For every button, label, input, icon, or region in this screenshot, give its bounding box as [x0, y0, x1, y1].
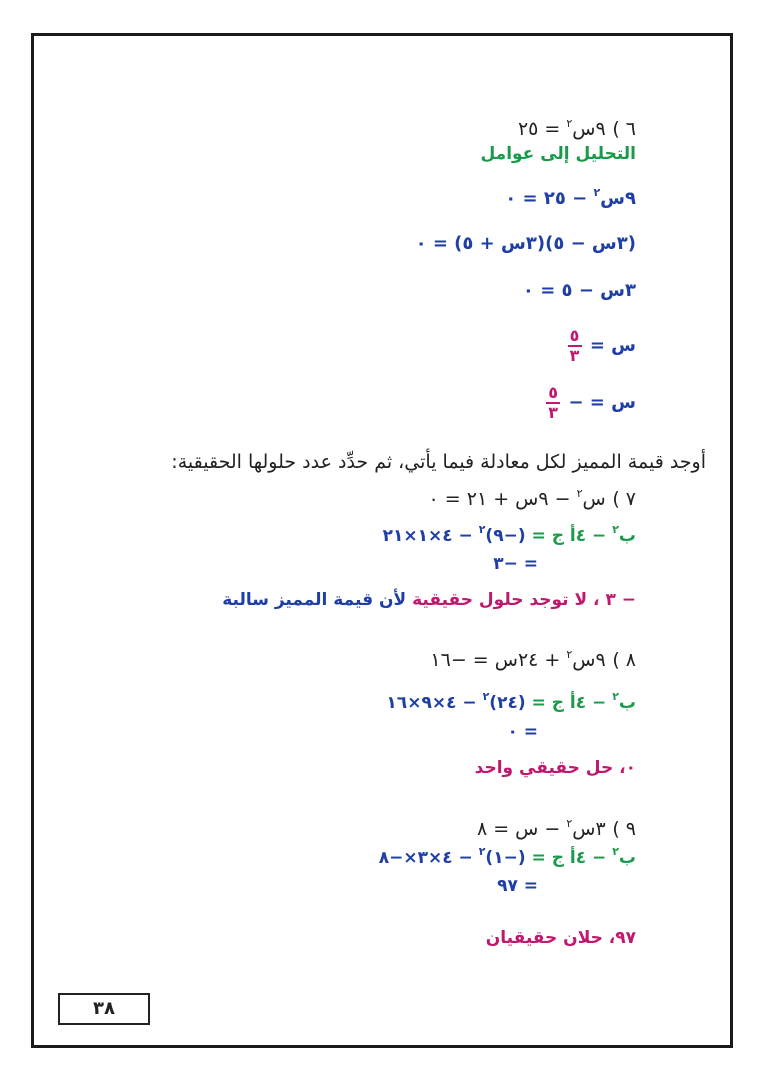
equation-lhs: ٩س	[572, 649, 606, 671]
problem-number: ٦ )	[612, 118, 636, 140]
exponent: ٢	[612, 845, 619, 858]
conclusion: ٠، حل حقيقي واحد	[474, 758, 636, 778]
substitution-rest: − ٤×٣×−٨	[378, 848, 479, 868]
exponent: ٢	[566, 117, 573, 130]
exponent: ٢	[566, 648, 573, 661]
problem-6-equation	[517, 117, 636, 140]
exponent: ٢	[566, 817, 573, 830]
discriminant-value: = ٩٧	[497, 876, 538, 896]
equation-rhs: = ٢٥	[517, 118, 567, 140]
instruction-text: أوجد قيمة المميز لكل معادلة فيما يأتي، ثم حدِّد عدد حلولها الحقيقية:	[171, 451, 706, 473]
discriminant-formula	[382, 523, 636, 546]
factored-form: (٣س − ٥)(٣س + ٥) = ٠	[415, 233, 636, 254]
equation-lhs: ٣س	[572, 818, 606, 840]
exponent: ٢	[612, 523, 619, 536]
substitution: (٢٤)	[489, 693, 526, 713]
exponent: ٢	[576, 487, 583, 500]
conclusion-value: − ٣ ،	[587, 590, 636, 610]
equation-lhs: ٩س	[572, 118, 606, 140]
conclusion	[222, 592, 636, 609]
exponent: ٢	[612, 690, 619, 703]
fraction-denominator: ٣	[569, 346, 580, 365]
equation-rhs: + ٢٤س = −١٦	[430, 649, 567, 671]
formula-b: ب	[618, 693, 636, 713]
problem-7-equation	[428, 487, 636, 510]
solution-lhs: س = −	[568, 392, 636, 413]
factoring-label: التحليل إلى عوامل	[480, 144, 636, 164]
conclusion-reason: لأن قيمة المميز سالبة	[222, 590, 407, 610]
solution-positive	[566, 328, 636, 364]
discriminant-value: = ٠	[507, 722, 538, 742]
exponent: ٢	[478, 523, 486, 536]
page-number: ٣٨	[58, 993, 150, 1025]
conclusion-text: لا توجد حلول حقيقية	[406, 590, 588, 610]
linear-step: ٣س − ٥ = ٠	[522, 280, 636, 301]
formula-b: ب	[618, 526, 636, 546]
fraction	[546, 385, 560, 421]
substitution-rest: − ٤×١×٢١	[382, 526, 479, 546]
formula-b: ب	[618, 848, 636, 868]
discriminant-formula	[386, 690, 636, 713]
substitution: (−١)	[485, 848, 526, 868]
exponent: ٢	[482, 690, 490, 703]
discriminant-value: = −٣	[493, 554, 538, 574]
fraction-denominator: ٣	[548, 403, 559, 422]
equation-rhs: − س = ٨	[476, 818, 567, 840]
conclusion: ٩٧، حلان حقيقيان	[485, 928, 636, 948]
exponent: ٢	[593, 186, 601, 199]
problem-number: ٨ )	[612, 649, 636, 671]
equation-lhs: س	[582, 488, 606, 510]
formula-rest: − ٤أ ج =	[525, 693, 613, 713]
fraction-numerator: ٥	[569, 326, 580, 345]
fraction-numerator: ٥	[548, 383, 559, 402]
solution-negative	[544, 385, 636, 421]
exponent: ٢	[478, 845, 486, 858]
discriminant-formula	[378, 845, 636, 868]
substitution: (−٩)	[485, 526, 526, 546]
step-expression	[505, 186, 636, 209]
step-lhs: ٩س	[600, 188, 636, 209]
problem-8-equation	[430, 648, 636, 671]
problem-number: ٩ )	[612, 818, 636, 840]
solution-lhs: س =	[589, 335, 636, 356]
formula-rest: − ٤أ ج =	[525, 848, 613, 868]
step-rhs: − ٢٥ = ٠	[505, 188, 594, 209]
problem-number: ٧ )	[612, 488, 636, 510]
formula-rest: − ٤أ ج =	[525, 526, 613, 546]
equation-rhs: − ٩س + ٢١ = ٠	[428, 488, 577, 510]
problem-9-equation	[476, 817, 636, 840]
substitution-rest: − ٤×٩×١٦	[386, 693, 483, 713]
fraction	[568, 328, 582, 364]
